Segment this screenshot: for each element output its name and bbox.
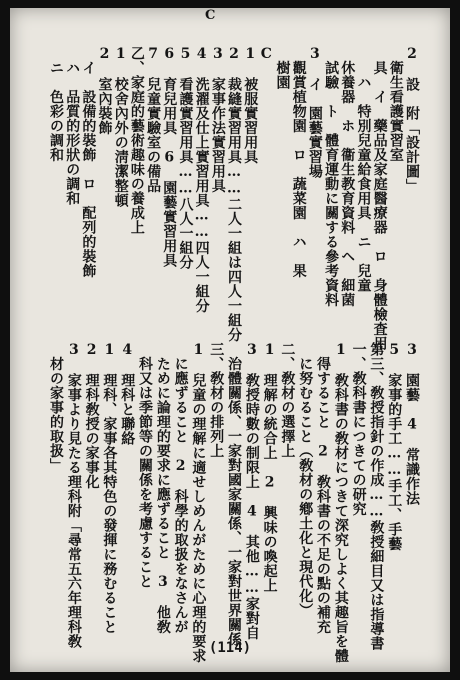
text-column: 治體關係、一家對國家關係、一家對世界關係 — [226, 342, 242, 647]
text-column: 5 看護實習用具……八人一組分 — [177, 46, 194, 270]
text-column: に應ずること 2 科學的取扱をなさんが — [172, 342, 189, 634]
text-column: 一、敎科書につきての研究 — [350, 342, 367, 516]
text-column: ハ 特別兒童給食用具 ニ 兒童 — [355, 46, 372, 293]
text-column: 三、敎材の排列上 — [208, 342, 225, 458]
text-column: 1 理解の統合上 2 興味の喚起上 — [261, 342, 278, 593]
text-column: 乙、家庭的藝術趣味の養成上 — [128, 46, 145, 235]
text-column: 得すること 2 敎科書の不足の點の補充 — [315, 342, 331, 634]
text-column: 具 イ 藥品及家庭醫療器 ロ 身體檢査用 — [371, 46, 388, 351]
text-column: 2 理科敎授の家事化 — [83, 342, 100, 489]
text-column: ニ 色彩の調和 — [48, 46, 64, 162]
text-column: 樹園 — [274, 46, 291, 90]
book-page — [10, 8, 450, 672]
text-column: 2 設 附「設計圖」 — [404, 46, 420, 193]
section-marker: C — [205, 8, 216, 23]
text-column: 6 育兒用具 6 園藝實習用具 — [161, 46, 178, 268]
text-column: 4 理科と聯絡 — [119, 342, 136, 446]
text-column: 5 家事的手工……手工、手藝 — [386, 342, 403, 551]
text-column: 1 校舍內外の淸潔整頓 — [112, 46, 129, 208]
text-column: に努むること（敎材の鄕土化と現代化） — [297, 342, 314, 618]
text-column: 7 兒童實驗室の備品 — [145, 46, 162, 193]
text-column: 1 兒童の理解に適せしめんがために心理的要求 — [190, 342, 207, 663]
text-column: 科又は季節等の關係を考慮すること — [137, 342, 153, 589]
upper-text-block — [46, 46, 420, 351]
text-column: イ 設備的裝飾 ロ 配列的裝飾 — [80, 46, 97, 278]
text-column: 休養器 ホ 衞生教育資料 ヘ 細菌 — [339, 46, 356, 307]
text-column: 二、敎材の選擇上 — [279, 342, 296, 458]
text-column: 2 室內裝飾 — [96, 46, 113, 135]
text-column: 衛生看護實習室 — [387, 46, 404, 162]
text-column: 材の家事的取扱」 — [48, 342, 64, 473]
text-column: 3 敎授時數の制限上 4 其他……家對自 — [243, 342, 260, 640]
text-column: ハ 品質的形狀の調和 — [64, 46, 81, 206]
text-column: 3 イ 園藝實習場 — [306, 46, 323, 179]
text-column: 1 被服實習用具 — [242, 46, 259, 164]
text-column: C — [258, 46, 275, 63]
text-column: 3 家事作法實習用具 — [209, 46, 226, 193]
text-column: 1 理科、家事各其特色の發揮に務むること — [101, 342, 118, 634]
text-column: 2 裁縫實習用具……二人一組は四人一組分 — [226, 46, 242, 342]
text-column: 第三、敎授指針の作成……敎授細目又は指導書 — [368, 342, 385, 651]
text-column: 3 家事より見たる理科附「尋常五六年理科敎 — [65, 342, 82, 649]
text-column: 試驗 ト 體育運動に關する參考資料 — [323, 46, 340, 307]
page-number: (114) — [208, 640, 252, 656]
text-column: 4 洗濯及仕上實習用具……四人一組分 — [193, 46, 210, 313]
text-column: ために論理的要求に應ずること 3 他敎 — [154, 342, 171, 634]
text-column: 1 敎科書の敎材につきて深究しよく其趣旨を體 — [332, 342, 349, 663]
text-column: 觀賞植物園 ロ 蔬菜園 ハ 果 — [290, 46, 307, 278]
text-column: 3 園藝 4 常識作法 — [404, 342, 420, 506]
